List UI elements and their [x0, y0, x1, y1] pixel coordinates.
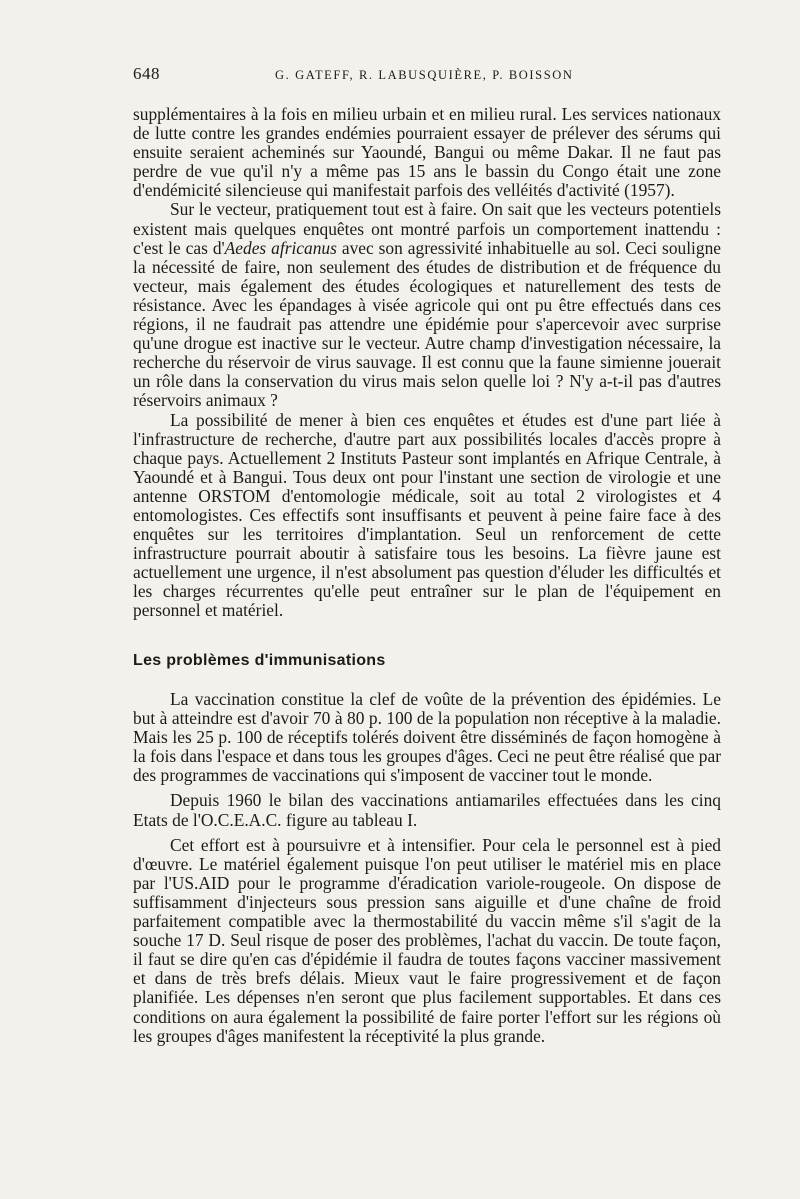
- running-head: [133, 64, 723, 88]
- paragraph-2: [133, 200, 721, 410]
- paragraph-6: Cet effort est à poursuivre et à intensifier. Pour cela le personnel est à pied d'œuvre. Le matériel également puisque l'on peut utiliser le matériel mis en place par l'US.AID pour le programme d'éradication variole-rougeole. On dispose de suffisamment d'injecteurs sous pression sans aiguille et d'une chaîne de froid parfaitement compatible avec la thermostabilité du vaccin même s'il s'agit de la souche 17 D. Seul risque de poser des problèmes, l'achat du vaccin. De toute façon, il faut se dire qu'en cas d'épidémie il faudra de toutes façons vacciner massivement et dans de très brefs délais. Mieux vaut le faire progressivement et de façon planifiée. Les dépenses n'en seront que plus facilement supportables. Et dans ces conditions on aura également la possibilité de faire porter l'effort sur les régions où les groupes d'âges manifestent la réceptivité la plus grande.: [133, 834, 721, 1046]
- paragraph-4: La vaccination constitue la clef de voûte de la prévention des épidémies. Le but à atteindre est d'avoir 70 à 80 p. 100 de la population non réceptive à la maladie. Mais les 25 p. 100 de réceptifs tolérés doivent être disséminés de façon homogène à la fois dans l'espace et dans tous les groupes d'âges. Ceci ne peut être réalisé que par des programmes de vaccinations qui s'imposent de vacciner tout le monde.: [133, 689, 721, 786]
- body-text-part-1: [133, 105, 721, 621]
- body-text-part-2: [133, 690, 721, 1046]
- paragraph-3: La possibilité de mener à bien ces enquêtes et études est d'une part liée à l'infrastructure de recherche, d'autre part aux possibilités locales d'accès propre à chaque pays. Actuellement 2 Instituts Pasteur sont implantés en Afrique Centrale, à Yaoundé et à Bangui. Tous deux ont pour l'instant une section de virologie et une antenne ORSTOM d'entomologie médicale, soit au total 2 virologistes et 4 entomologistes. Ces effectifs sont insuffisants et peuvent à peine faire face à des enquêtes sur les territoires d'implantation. Seul un renforcement de cette infrastructure pourrait aboutir à satisfaire tous les besoins. La fièvre jaune est actuellement une urgence, il n'est absolument pas question d'éluder les difficultés et les charges récurrentes qu'elle peut entraîner sur le plan de l'équipement en personnel et matériel.: [133, 409, 721, 621]
- paragraph-5: Depuis 1960 le bilan des vaccinations antiamariles effectuées dans les cinq Etats de l'O.C.E.A.C. figure au tableau I.: [133, 790, 721, 830]
- species-name: Aedes africanus: [224, 237, 337, 258]
- page-number: 648: [133, 64, 160, 83]
- authors-line: G. GATEFF, R. LABUSQUIÈRE, P. BOISSON: [275, 68, 574, 82]
- paragraph-1: supplémentaires à la fois en milieu urbain et en milieu rural. Les services nationaux de lutte contre les grandes endémies pourraient essayer de prélever des sérums qui ensuite seraient acheminés sur Yaoundé, Bangui ou même Dakar. Il ne faut pas perdre de vue qu'il n'y a même pas 15 ans le bassin du Congo était une zone d'endémicité silencieuse qui manifestait parfois des velléités d'activité (1957).: [133, 104, 721, 201]
- paragraph-2-end: avec son agressivité inhabituelle au sol. Ceci souligne la nécessité de faire, non seulement des études de distribution et de fréquence du vecteur, mais également des études écologiques et naturellement des tests de résistance. Avec les épandages à visée agricole qui ont pu être effectués dans ces régions, il ne faudrait pas attendre une épidémie pour s'apercevoir avec surprise qu'une drogue est inactive sur le vecteur. Autre champ d'investigation nécessaire, la recherche du réservoir de virus sauvage. Il est connu que la faune simienne jouerait un rôle dans la conservation du virus mais selon quelle loi ? N'y a-t-il pas d'autres réservoirs animaux ?: [133, 237, 721, 411]
- paragraph-2-start: Sur le vecteur, pratiquement tout est à faire. On sait que les vecteurs potentiels existent mais quelques enquêtes ont montré parfois un comportement inattendu : c'est le cas d': [133, 199, 721, 258]
- section-heading: Les problèmes d'immunisations: [133, 652, 386, 669]
